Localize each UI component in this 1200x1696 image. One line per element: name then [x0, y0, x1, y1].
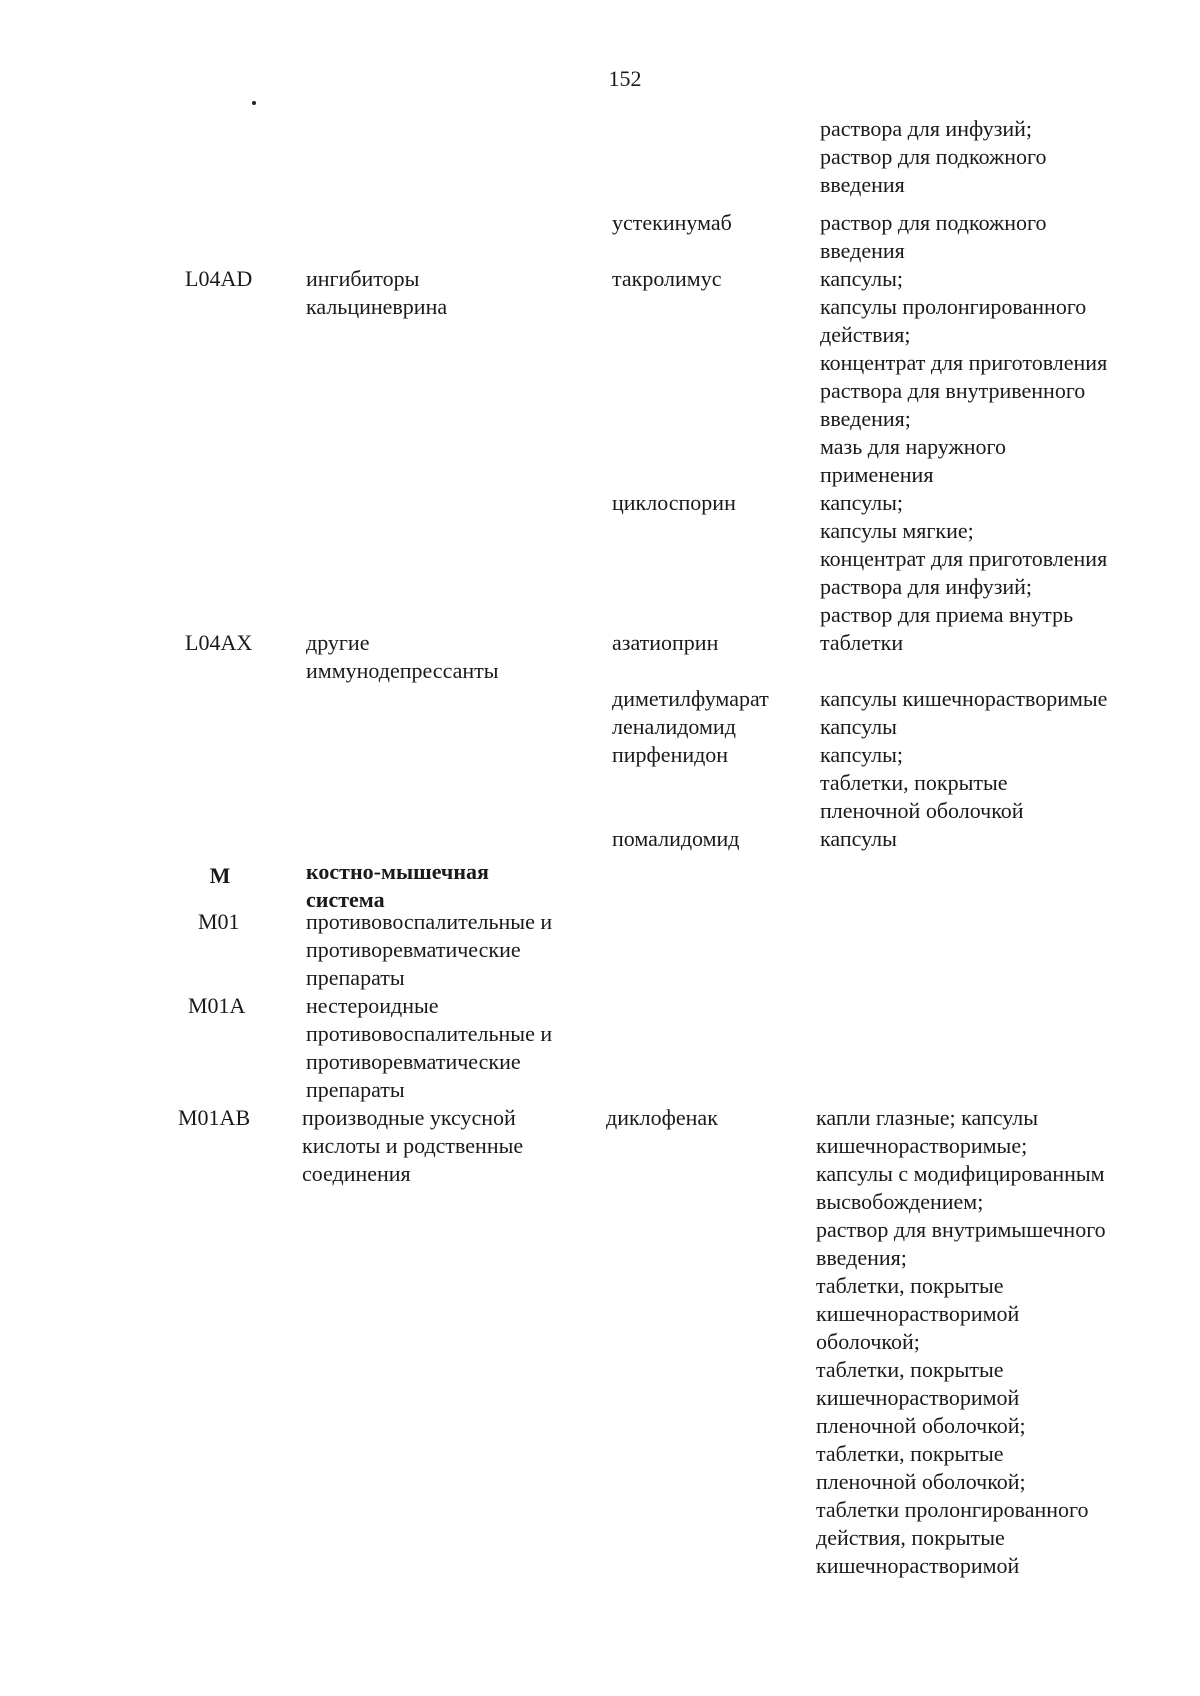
- drug-name: диклофенак: [606, 1105, 718, 1130]
- dosage-form: капсулы; капсулы пролонгированного действия; концентрат для приготовления раствора для внутривенного введения; мазь для наружного применения: [820, 266, 1108, 487]
- drug-name: циклоспорин: [612, 490, 736, 515]
- group-name: противовоспалительные и противоревматические препараты: [306, 909, 553, 990]
- atc-code: L04AD: [185, 266, 253, 291]
- dosage-form: капсулы: [820, 826, 897, 851]
- atc-code: M01: [198, 909, 240, 934]
- group-name: нестероидные противовоспалительные и противоревматические препараты: [306, 993, 553, 1102]
- atc-code: L04AX: [185, 630, 253, 655]
- drug-name: такролимус: [612, 266, 722, 291]
- scan-artifact-dot: [252, 101, 256, 105]
- atc-code: M01AB: [178, 1105, 251, 1130]
- drug-name: леналидомид: [612, 714, 736, 739]
- dosage-form: раствора для инфузий; раствор для подкожного введения: [820, 116, 1047, 197]
- group-name: ингибиторы кальциневрина: [306, 266, 448, 319]
- dosage-form: капсулы: [820, 714, 897, 739]
- page-number: 152: [608, 66, 642, 91]
- atc-code: M: [209, 863, 231, 888]
- dosage-form: раствор для подкожного введения: [820, 210, 1047, 263]
- group-name: производные уксусной кислоты и родственные соединения: [302, 1105, 524, 1186]
- group-name: другие иммунодепрессанты: [306, 630, 499, 683]
- drug-name: устекинумаб: [612, 210, 732, 235]
- drug-name: помалидомид: [612, 826, 740, 851]
- drug-name: пирфенидон: [612, 742, 729, 767]
- atc-code: M01A: [188, 993, 246, 1018]
- dosage-form: таблетки: [820, 630, 904, 655]
- dosage-form: капсулы; капсулы мягкие; концентрат для приготовления раствора для инфузий; раствор для приема внутрь: [820, 490, 1108, 627]
- drug-name: диметилфумарат: [612, 686, 769, 711]
- dosage-form: капсулы; таблетки, покрытые пленочной оболочкой: [820, 742, 1024, 823]
- dosage-form: капсулы кишечнорастворимые: [820, 686, 1108, 711]
- group-name: костно-мышечная система: [306, 859, 489, 912]
- dosage-form: капли глазные; капсулы кишечнорастворимые; капсулы с модифицированным высвобождением; раствор для внутримышечного введения; таблетки, покрытые кишечнорастворимой оболочкой; таблетки, покрытые кишечнорастворимой пленочной оболочкой; таблетки, покрытые пленочной оболочкой; таблетки пролонгированного действия, покрытые кишечнорастворимой: [816, 1105, 1106, 1578]
- drug-name: азатиоприн: [612, 630, 719, 655]
